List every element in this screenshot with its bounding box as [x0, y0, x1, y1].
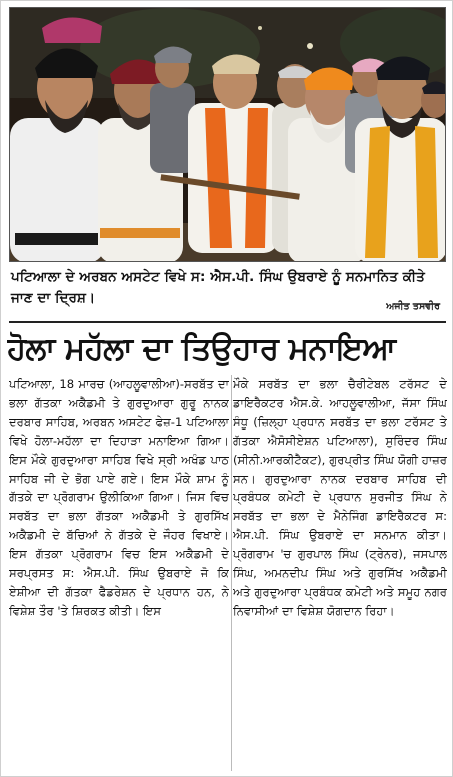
article-headline: ਹੋਲਾ ਮਹੱਲਾ ਦਾ ਤਿਉਹਾਰ ਮਨਾਇਆ [7, 331, 396, 367]
caption-text: ਪਟਿਆਲਾ ਦੇ ਅਰਬਨ ਅਸਟੇਟ ਵਿਖੇ ਸ: ਐਸ.ਪੀ. ਸਿੰਘ ਉਬਰਾਏ ਨੂੰ ਸਨਮਾਨਿਤ ਕੀਤੇ ਜਾਣ ਦਾ ਦ੍ਰਿਸ਼। [11, 269, 425, 306]
photo-credit: ਅਜੀਤ ਤਸਵੀਰ [386, 301, 440, 312]
article-body-left-column: ਪਟਿਆਲਾ, 18 ਮਾਰਚ (ਆਹਲੂਵਾਲੀਆ)-ਸਰਬੱਤ ਦਾ ਭਲਾ ਗੱਤਕਾ ਅਕੈਡਮੀ ਤੇ ਗੁਰਦੁਆਰਾ ਗੁਰੂ ਨਾਨਕ ਦਰਬਾਰ ਸਾਹਿਬ, ਅਰਬਨ ਅਸਟੇਟ ਫੇਜ਼-1 ਪਟਿਆਲਾ ਵਿਖੇ ਹੋਲਾ-ਮਹੱਲਾ ਦਾ ਦਿਹਾੜਾ ਮਨਾਇਆ ਗਿਆ। ਇਸ ਮੌਕੇ ਗੁਰਦੁਆਰਾ ਸਾਹਿਬ ਵਿਖੇ ਸ੍ਰੀ ਅਖੰਡ ਪਾਠ ਸਾਹਿਬ ਜੀ ਦੇ ਭੋਗ ਪਾਏ ਗਏ। ਇਸ ਮੌਕੇ ਸ਼ਾਮ ਨੂੰ ਗੱਤਕੇ ਦਾ ਪ੍ਰੋਗਰਾਮ ਉਲੀਕਿਆ ਗਿਆ। ਜਿਸ ਵਿਚ ਸਰਬੱਤ ਦਾ ਭਲਾ ਗੱਤਕਾ ਅਕੈਡਮੀ ਤੇ ਗੁਰਸਿੱਖ ਅਕੈਡਮੀ ਦੇ ਬੱਚਿਆਂ ਨੇ ਗੱਤਕੇ ਦੇ ਜੌਹਰ ਵਿਖਾਏ। ਇਸ ਗੱਤਕਾ ਪ੍ਰੋਗਰਾਮ ਵਿਚ ਇਸ ਅਕੈਡਮੀ ਦੇ ਸਰਪ੍ਰਸਤ ਸ: ਐਸ.ਪੀ. ਸਿੰਘ ਉਬਰਾਏ ਜੋ ਕਿ ਏਸ਼ੀਆ ਦੀ ਗੱਤਕਾ ਫੈਡਰੇਸ਼ਨ ਦੇ ਪ੍ਰਧਾਨ ਹਨ, ਨੇ ਵਿਸ਼ੇਸ਼ ਤੌਰ 'ਤੇ ਸ਼ਿਰਕਤ ਕੀਤੀ। ਇਸ [9, 377, 229, 618]
news-photo [9, 7, 446, 262]
photo-caption [9, 265, 446, 323]
news-photo-icon [10, 8, 446, 262]
column-divider [231, 375, 232, 771]
article-body-right-column: ਮੌਕੇ ਸਰਬੱਤ ਦਾ ਭਲਾ ਚੈਰੀਟੇਬਲ ਟਰੱਸਟ ਦੇ ਡਾਇਰੈਕਟਰ ਐਸ.ਕੇ. ਆਹਲੂਵਾਲੀਆ, ਜੱਸਾ ਸਿੰਘ ਸੰਧੂ (ਜ਼ਿਲ੍ਹਾ ਪ੍ਰਧਾਨ ਸਰਬੱਤ ਦਾ ਭਲਾ ਟਰੱਸਟ ਤੇ ਗੱਤਕਾ ਐਸੋਸੀਏਸ਼ਨ ਪਟਿਆਲਾ), ਸੁਰਿੰਦਰ ਸਿੰਘ (ਸੀਨੀ.ਆਰਕੀਟੈਕਟ), ਗੁਰਪ੍ਰੀਤ ਸਿੰਘ ਯੋਗੀ ਹਾਜ਼ਰ ਸਨ। ਗੁਰਦੁਆਰਾ ਨਾਨਕ ਦਰਬਾਰ ਸਾਹਿਬ ਦੀ ਪ੍ਰਬੰਧਕ ਕਮੇਟੀ ਦੇ ਪ੍ਰਧਾਨ ਸੁਰਜੀਤ ਸਿੰਘ ਨੇ ਸਰਬੱਤ ਦਾ ਭਲਾ ਦੇ ਮੈਨੇਜਿੰਗ ਡਾਇਰੈਕਟਰ ਸ: ਐਸ.ਪੀ. ਸਿੰਘ ਉਬਰਾਏ ਦਾ ਸਨਮਾਨ ਕੀਤਾ। ਪ੍ਰੋਗਰਾਮ 'ਚ ਗੁਰਪਾਲ ਸਿੰਘ (ਟ੍ਰੇਨਰ), ਜਸਪਾਲ ਸਿੰਘ, ਅਮਨਦੀਪ ਸਿੰਘ ਅਤੇ ਗੁਰਸਿੱਖ ਅਕੈਡਮੀ ਅਤੇ ਗੁਰਦੁਆਰਾ ਪ੍ਰਬੰਧਕ ਕਮੇਟੀ ਅਤੇ ਸਮੂਹ ਨਗਰ ਨਿਵਾਸੀਆਂ ਦਾ ਵਿਸ਼ੇਸ਼ ਯੋਗਦਾਨ ਰਿਹਾ। [233, 377, 447, 618]
